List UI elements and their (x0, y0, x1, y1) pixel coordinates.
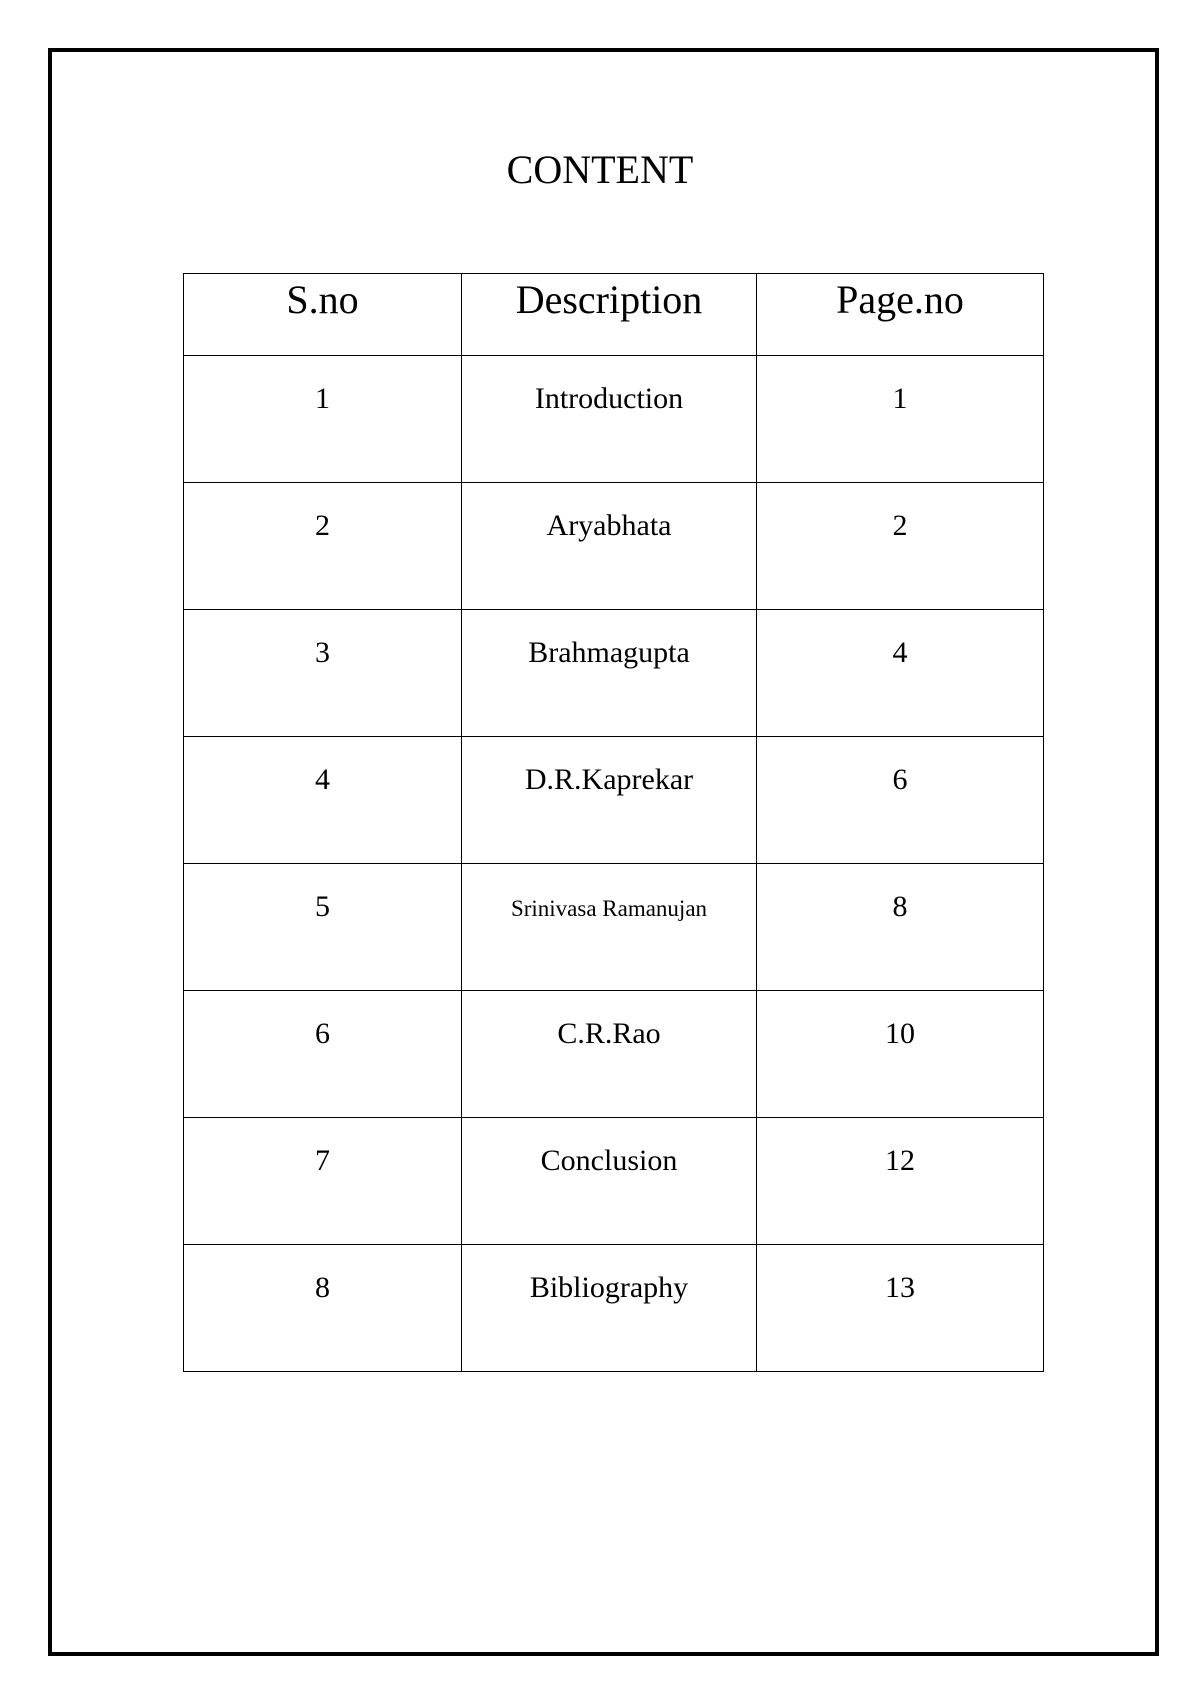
table-row (184, 1118, 1044, 1245)
cell-sno: 4 (184, 737, 462, 864)
cell-page-no: 13 (757, 1245, 1044, 1372)
cell-description: Conclusion (462, 1118, 757, 1245)
table-row (184, 864, 1044, 991)
contents-table (183, 273, 1044, 1372)
cell-page-no: 10 (757, 991, 1044, 1118)
table-row (184, 356, 1044, 483)
table-header-row (184, 274, 1044, 356)
cell-description: Bibliography (462, 1245, 757, 1372)
header-description: Description (462, 274, 757, 356)
cell-description: Srinivasa Ramanujan (462, 864, 757, 991)
cell-sno: 7 (184, 1118, 462, 1245)
header-page-no: Page.no (757, 274, 1044, 356)
table-row (184, 737, 1044, 864)
cell-page-no: 8 (757, 864, 1044, 991)
table-row (184, 1245, 1044, 1372)
header-sno: S.no (184, 274, 462, 356)
cell-description: Aryabhata (462, 483, 757, 610)
cell-description: Introduction (462, 356, 757, 483)
cell-page-no: 2 (757, 483, 1044, 610)
cell-description: D.R.Kaprekar (462, 737, 757, 864)
cell-description: Brahmagupta (462, 610, 757, 737)
table-row (184, 483, 1044, 610)
page-title: CONTENT (506, 147, 694, 192)
cell-sno: 6 (184, 991, 462, 1118)
table-row (184, 610, 1044, 737)
cell-page-no: 1 (757, 356, 1044, 483)
cell-page-no: 4 (757, 610, 1044, 737)
cell-sno: 5 (184, 864, 462, 991)
cell-sno: 3 (184, 610, 462, 737)
cell-page-no: 12 (757, 1118, 1044, 1245)
cell-sno: 1 (184, 356, 462, 483)
table-row (184, 991, 1044, 1118)
cell-sno: 8 (184, 1245, 462, 1372)
cell-description: C.R.Rao (462, 991, 757, 1118)
cell-sno: 2 (184, 483, 462, 610)
cell-page-no: 6 (757, 737, 1044, 864)
